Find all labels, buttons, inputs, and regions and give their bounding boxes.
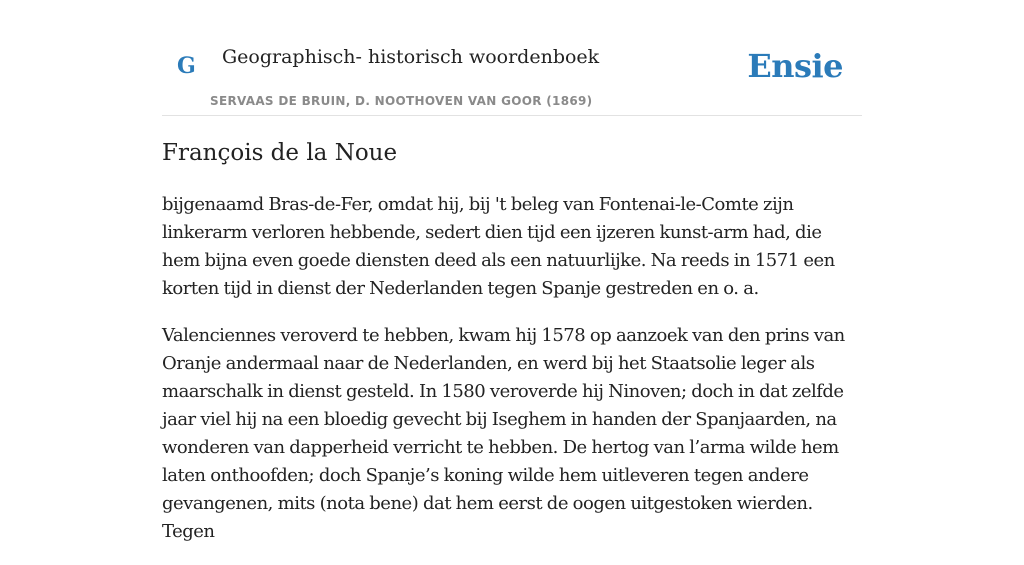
book-title[interactable]: Geographisch- historisch woordenboek [222, 46, 600, 68]
entry-body [162, 191, 862, 565]
entry-paragraph: Valenciennes veroverd te hebben, kwam hij 1578 op aanzoek van den prins van Oranje andermaal naar de Nederlanden, en werd bij het Staatsolie leger als maarschalk in dienst gesteld. In 1580 veroverde hij Ninoven; doch in dat zelfde jaar viel hij na een bloedig gevecht bij Iseghem in handen der Spanjaarden, na wonderen van dapperheid verricht te hebben. De hertog van l’arma wilde hem laten onthoofden; doch Spanje’s koning wilde hem uitleveren tegen andere gevangenen, mits (nota bene) dat hem eerst de oogen uitgestoken wierden. Tegen [162, 325, 845, 542]
brand-logo[interactable]: Ensie [747, 47, 843, 85]
entry-paragraph: bijgenaamd Bras-de-Fer, omdat hij, bij 't beleg van Fontenai-le-Comte zijn linkerarm verloren hebbende, sedert dien tijd een ijzeren kunst-arm had, die hem bijna even goede diensten deed als een natuurlijke. Na reeds in 1571 een korten tijd in dienst der Nederlanden tegen Spanje gestreden en o. a. [162, 194, 835, 299]
header [162, 0, 862, 116]
entry-title: François de la Noue [162, 140, 398, 166]
page-container [162, 0, 862, 542]
book-logo[interactable]: G [177, 53, 196, 79]
book-author: SERVAAS DE BRUIN, D. NOOTHOVEN VAN GOOR (1869) [210, 94, 593, 108]
